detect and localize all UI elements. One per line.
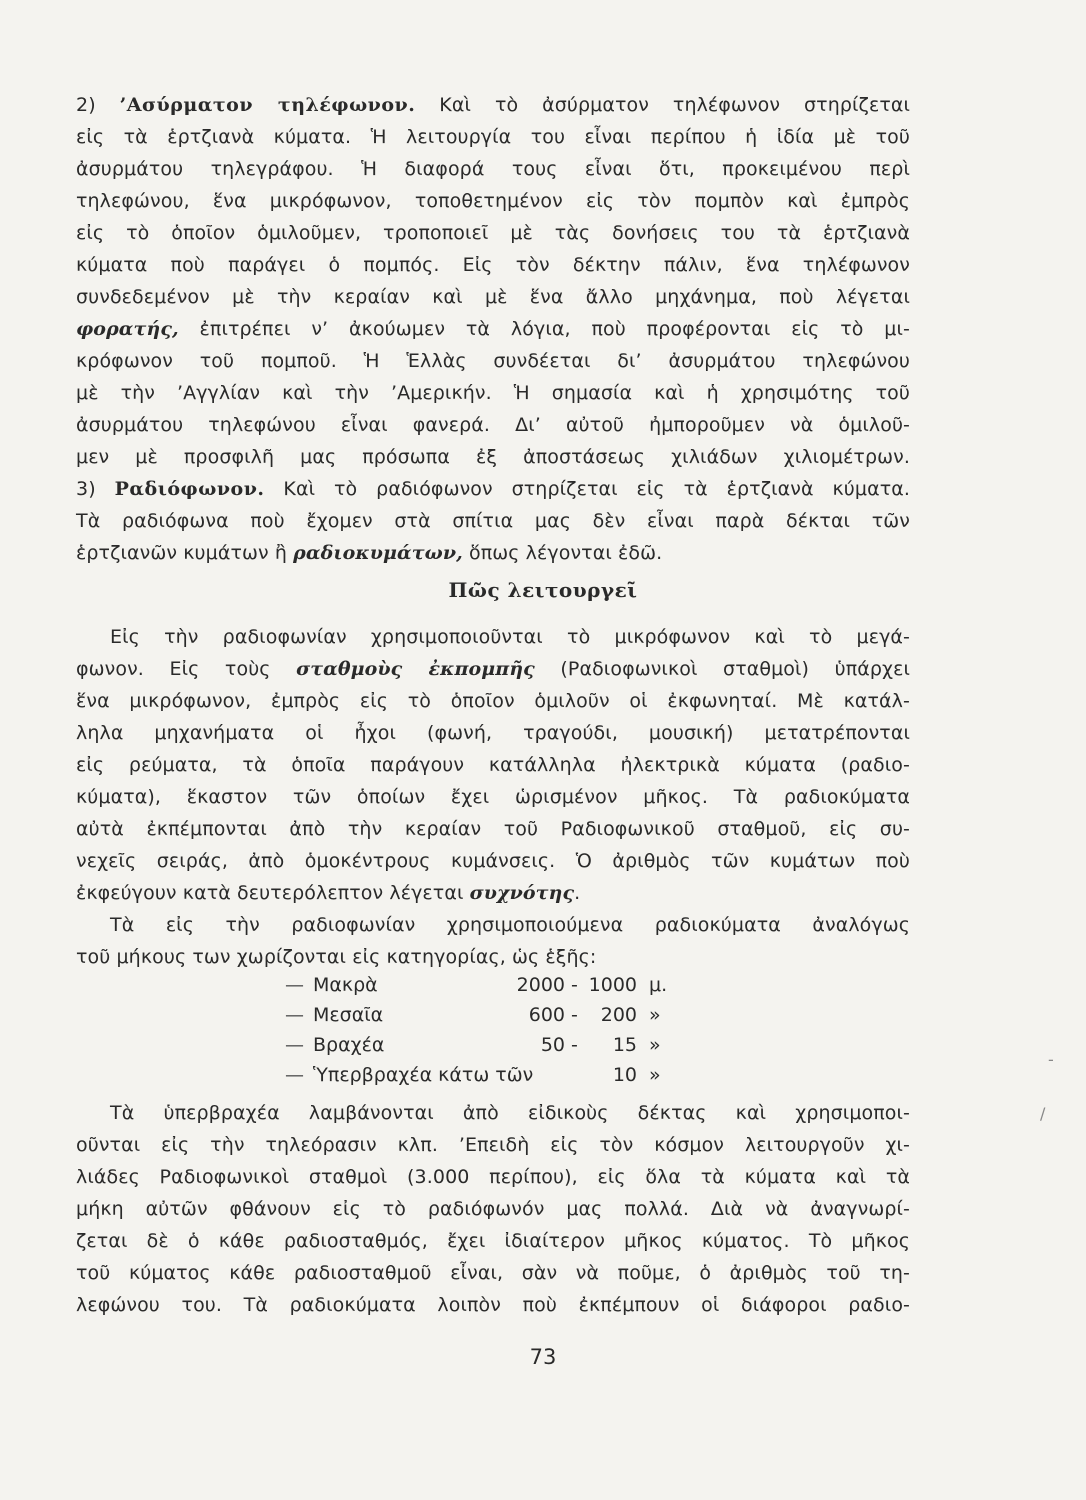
text-line: κρόφωνον τοῦ πομποῦ. Ἡ Ἑλλὰς συνδέεται δι’ ἀσυρμάτου τηλεφώνου (76, 350, 910, 372)
text-line: κύματα ποὺ παράγει ὁ πομπός. Εἰς τὸν δέκτην πάλιν, ἕνα τηλέφωνον (76, 254, 910, 276)
text-line: 3) Ραδιόφωνον. Καὶ τὸ ραδιόφωνον στηρίζεται εἰς τὰ ἑρτζιανὰ κύματα. (76, 478, 911, 500)
text-line: νεχεῖς σειράς, ἀπὸ ὁμοκέντρους κυμάνσεις. Ὁ ἀριθμὸς τῶν κυμάτων ποὺ (76, 850, 910, 872)
text-line: συνδεδεμένον μὲ τὴν κεραίαν καὶ μὲ ἕνα ἄλλο μηχάνημα, ποὺ λέγεται (76, 286, 910, 308)
text-line: εἰς τὰ ἑρτζιανὰ κύματα. Ἡ λειτουργία του εἶναι περίπου ἡ ἰδία μὲ τοῦ (76, 126, 910, 148)
text-line: Τὰ ραδιόφωνα ποὺ ἔχομεν στὰ σπίτια μας δὲν εἶναι παρὰ δέκται τῶν (76, 510, 910, 532)
text-line: Εἰς τὴν ραδιοφωνίαν χρησιμοποιοῦνται τὸ μικρόφωνον καὶ τὸ μεγά- (110, 626, 910, 648)
table-row: — Μακρὰ 2000 - 1000 μ. (285, 974, 668, 996)
text-line: εἰς τὸ ὁποῖον ὁμιλοῦμεν, τροποποιεῖ μὲ τὰς δονήσεις του τὰ ἑρτζιανὰ (76, 222, 910, 244)
scan-mark: / (1040, 1104, 1046, 1123)
emphasized-term: σταθμοὺς ἐκπομπῆς (296, 658, 535, 680)
section-heading-inline: ’Ασύρματον τηλέφωνον. (119, 94, 416, 116)
text-line: φορατής, ἐπιτρέπει ν’ ἀκούωμεν τὰ λόγια, ποὺ προφέρονται εἰς τὸ μι- (76, 318, 910, 340)
text-line: τοῦ κύματος κάθε ραδιοσταθμοῦ εἶναι, σὰν νὰ ποῦμε, ὁ ἀριθμὸς τοῦ τη- (76, 1262, 910, 1284)
text-line: Τὰ εἰς τὴν ραδιοφωνίαν χρησιμοποιούμενα ραδιοκύματα ἀναλόγως (110, 914, 910, 936)
table-row: — Βραχέα 50 - 15 » (285, 1034, 661, 1056)
text-line: τηλεφώνου, ἕνα μικρόφωνον, τοποθετημένον εἰς τὸν πομπὸν καὶ ἐμπρὸς (76, 190, 910, 212)
text-line: ἀσυρμάτου τηλεφώνου εἶναι φανερά. Δι’ αὐτοῦ ἠμποροῦμεν νὰ ὁμιλοῦ- (76, 414, 910, 436)
text-line: ἑρτζιανῶν κυμάτων ἢ ραδιοκυμάτων, ὅπως λέγονται ἐδῶ. (76, 542, 663, 564)
page-number: 73 (529, 1345, 557, 1369)
emphasized-term: συχνότης (469, 882, 575, 904)
section-title: Πῶς λειτουργεῖ (448, 578, 638, 602)
section-heading-inline: Ραδιόφωνον. (114, 478, 265, 500)
text-line: κύματα), ἕκαστον τῶν ὁποίων ἔχει ὡρισμένον μῆκος. Τὰ ραδιοκύματα (76, 786, 910, 808)
text-line: τοῦ μήκους των χωρίζονται εἰς κατηγορίας, ὡς ἑξῆς: (76, 946, 597, 968)
text-line: λεφώνου του. Τὰ ραδιοκύματα λοιπὸν ποὺ ἐκπέμπουν οἱ διάφοροι ραδιο- (76, 1294, 910, 1316)
text-line: μήκη αὐτῶν φθάνουν εἰς τὸ ραδιόφωνόν μας πολλά. Διὰ νὰ ἀναγνωρί- (76, 1198, 910, 1220)
text-line: εἰς ρεύματα, τὰ ὁποῖα παράγουν κατάλληλα ἠλεκτρικὰ κύματα (ραδιο- (76, 754, 910, 776)
text-line: ἐκφεύγουν κατὰ δευτερόλεπτον λέγεται συχνότης. (76, 882, 581, 904)
text-line: οῦνται εἰς τὴν τηλεόρασιν κλπ. ’Επειδὴ εἰς τὸν κόσμον λειτουργοῦν χι- (76, 1134, 910, 1156)
text-line: ἀσυρμάτου τηλεγράφου. Ἡ διαφορά τους εἶναι ὅτι, προκειμένου περὶ (76, 158, 910, 180)
text-line: μεν μὲ προσφιλῆ μας πρόσωπα ἐξ ἀποστάσεως χιλιάδων χιλιομέτρων. (76, 446, 910, 468)
text-line: ζεται δὲ ὁ κάθε ραδιοσταθμός, ἔχει ἰδιαίτερον μῆκος κύματος. Τὸ μῆκος (76, 1230, 910, 1252)
text-line: ἕνα μικρόφωνον, ἐμπρὸς εἰς τὸ ὁποῖον ὁμιλοῦν οἱ ἐκφωνηταί. Μὲ κατάλ- (76, 690, 910, 712)
text-line: φωνον. Εἰς τοὺς σταθμοὺς ἐκπομπῆς (Ραδιοφωνικοὶ σταθμοὶ) ὑπάρχει (76, 658, 910, 680)
table-row: — Ὑπερβραχέα κάτω τῶν 10 » (285, 1064, 661, 1086)
text-line: ληλα μηχανήματα οἱ ἦχοι (φωνή, τραγούδι, μουσική) μετατρέπονται (76, 722, 910, 744)
scan-mark: - (1048, 1050, 1054, 1069)
text-line: μὲ τὴν ’Αγγλίαν καὶ τὴν ’Αμερικήν. Ἡ σημασία καὶ ἡ χρησιμότης τοῦ (76, 382, 910, 404)
text-line: 2) ’Ασύρματον τηλέφωνον. Καὶ τὸ ἀσύρματον τηλέφωνον στηρίζεται (76, 94, 911, 116)
text-line: λιάδες Ραδιοφωνικοὶ σταθμοὶ (3.000 περίπου), εἰς ὅλα τὰ κύματα καὶ τὰ (76, 1166, 910, 1188)
table-row: — Μεσαῖα 600 - 200 » (285, 1004, 661, 1026)
emphasized-term: ραδιοκυμάτων, (293, 542, 463, 564)
text-line: Τὰ ὑπερβραχέα λαμβάνονται ἀπὸ εἰδικοὺς δέκτας καὶ χρησιμοποι- (110, 1102, 910, 1124)
text-line: αὐτὰ ἐκπέμπονται ἀπὸ τὴν κεραίαν τοῦ Ραδιοφωνικοῦ σταθμοῦ, εἰς συ- (76, 818, 910, 840)
emphasized-term: φορατής, (76, 318, 179, 340)
